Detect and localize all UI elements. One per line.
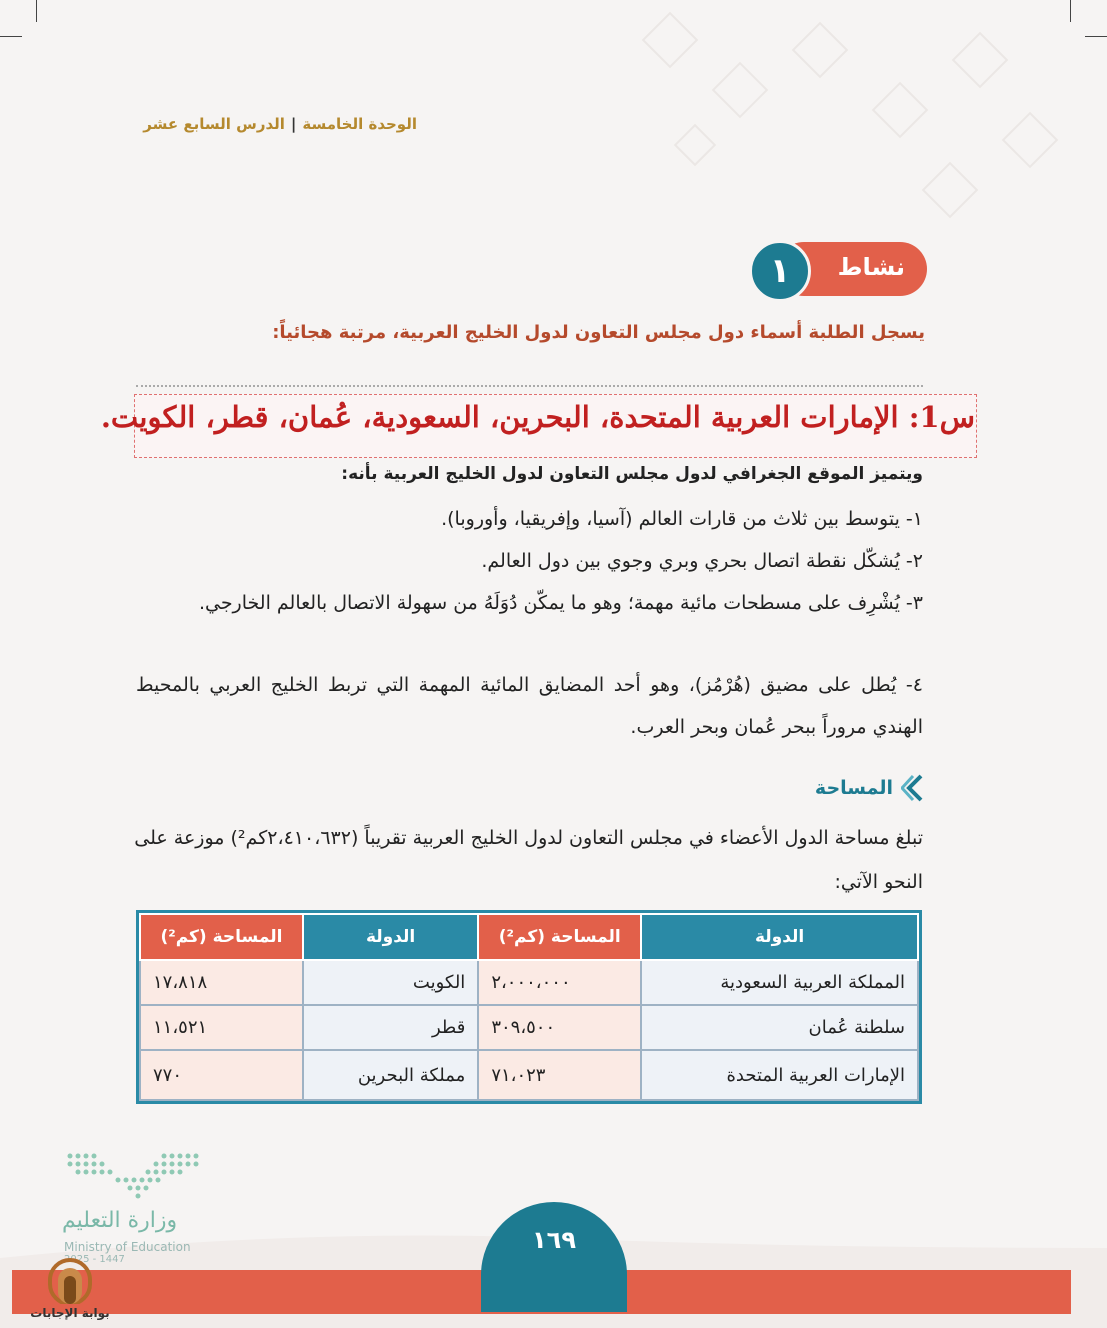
area-paragraph: تبلغ مساحة الدول الأعضاء في مجلس التعاون لدول الخليج العربية تقريباً (٢،٤١٠،٦٣٢كم²) موزعة على النحو الآتي: [134, 827, 923, 893]
page-number: ١٦٩ [532, 1226, 576, 1254]
crop-mark [36, 0, 37, 22]
area-cell: ٧٧٠ [140, 1050, 303, 1100]
area-section-heading [815, 772, 923, 804]
decorative-pattern [952, 32, 1009, 89]
table-header: المساحة (كم²) [140, 914, 303, 960]
answer-text: س1: الإمارات العربية المتحدة، البحرين، السعودية، عُمان، قطر، الكويت. [100, 400, 975, 434]
activity-badge [749, 240, 927, 298]
list-item: ٤- يُطل على مضيق (هُرْمُز)، وهو أحد المضايق المائية المهمة التي تربط الخليج العربي بالمحيط الهندي مروراً ببحر عُمان وبحر العرب. [136, 674, 923, 738]
table-header: المساحة (كم²) [478, 914, 641, 960]
ministry-arabic-name: وزارة التعليم [62, 1208, 178, 1233]
area-title: المساحة [814, 777, 893, 799]
area-cell: ١١،٥٢١ [140, 1005, 303, 1050]
crop-mark [0, 36, 22, 37]
decorative-pattern [712, 62, 769, 119]
ministry-english-name: Ministry of Education [64, 1240, 191, 1254]
ministry-year: 2025 - 1447 [64, 1254, 125, 1265]
table-row [140, 1005, 918, 1050]
lesson-label: الدرس السابع عشر [143, 115, 285, 133]
area-cell: ٧١،٠٢٣ [478, 1050, 641, 1100]
mosque-door-icon [30, 1256, 110, 1304]
crop-mark [1070, 0, 1071, 22]
table-row [140, 1050, 918, 1100]
country-cell: الكويت [303, 960, 478, 1005]
decorative-pattern [792, 22, 849, 79]
crop-mark [1085, 36, 1107, 37]
area-cell: ١٧،٨١٨ [140, 960, 303, 1005]
ministry-logo-icon [64, 1150, 204, 1200]
area-cell: ٣٠٩،٥٠٠ [478, 1005, 641, 1050]
country-cell: الإمارات العربية المتحدة [641, 1050, 918, 1100]
table-header-row [140, 914, 918, 960]
list-item: ٢- يُشكّل نقطة اتصال بحري وبري وجوي بين دول العالم. [481, 550, 923, 572]
decorative-pattern [922, 162, 979, 219]
running-head [143, 115, 417, 133]
location-intro: ويتميز الموقع الجغرافي لدول مجلس التعاون لدول الخليج العربية بأنه: [341, 464, 923, 484]
head-separator: | [290, 115, 297, 133]
table-row [140, 960, 918, 1005]
list-item: ٣- يُشْرِف على مسطحات مائية مهمة؛ وهو ما يمكّن دُوَلَهُ من سهولة الاتصال بالعالم الخارجي. [198, 592, 923, 614]
activity-label: نشاط [837, 253, 905, 281]
portal-logo[interactable] [30, 1256, 110, 1320]
area-table [139, 913, 919, 1101]
country-cell: قطر [303, 1005, 478, 1050]
table-header: الدولة [303, 914, 478, 960]
area-cell: ٢،٠٠٠،٠٠٠ [478, 960, 641, 1005]
table-header: الدولة [641, 914, 918, 960]
dotted-divider [136, 385, 923, 387]
decorative-pattern [1002, 112, 1059, 169]
country-cell: المملكة العربية السعودية [641, 960, 918, 1005]
country-cell: مملكة البحرين [303, 1050, 478, 1100]
activity-instruction: يسجل الطلبة أسماء دول مجلس التعاون لدول الخليج العربية، مرتبة هجائياً: [272, 322, 925, 343]
ministry-logo [60, 1150, 210, 1265]
decorative-pattern [674, 124, 716, 166]
unit-label: الوحدة الخامسة [302, 115, 417, 133]
decorative-pattern [642, 12, 699, 69]
decorative-pattern [872, 82, 929, 139]
country-cell: سلطنة عُمان [641, 1005, 918, 1050]
chevron-left-icon [901, 773, 923, 803]
portal-label: بوابة الإجابات [30, 1306, 110, 1320]
activity-number: ١ [749, 240, 811, 302]
list-item: ١- يتوسط بين ثلاث من قارات العالم (آسيا، وإفريقيا، وأوروبا). [441, 508, 923, 530]
